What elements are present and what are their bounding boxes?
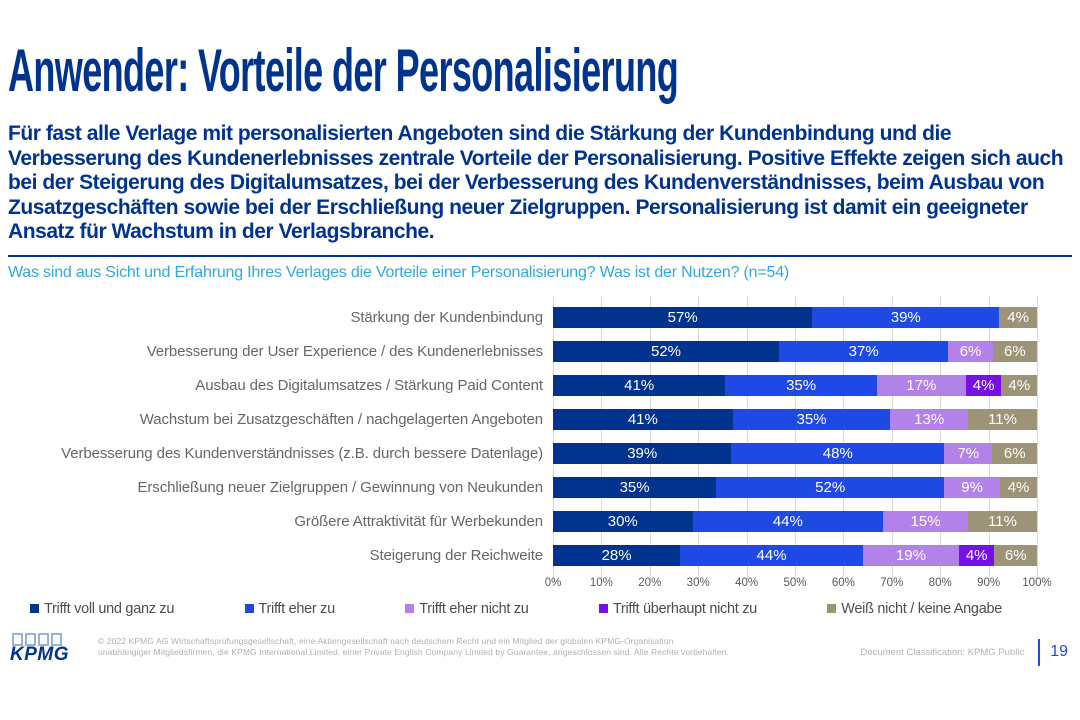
chart-row xyxy=(8,301,1037,335)
bar-segment xyxy=(553,375,725,396)
stacked-bar xyxy=(553,443,1037,464)
bar-segment-value: 35% xyxy=(796,411,827,428)
bar-segment xyxy=(716,477,944,498)
bar-segment xyxy=(959,545,995,566)
bar-segment xyxy=(725,375,877,396)
page-number: 19 xyxy=(1050,643,1068,660)
category-label: Verbesserung der User Experience / des Kundenerlebnisses xyxy=(146,343,543,360)
legend-swatch-icon xyxy=(599,604,608,613)
legend-label: Trifft eher zu xyxy=(258,600,335,617)
bar-segment xyxy=(779,341,948,362)
bar-segment xyxy=(553,409,733,430)
copyright-text xyxy=(98,633,729,659)
bar-segment-value: 35% xyxy=(786,377,817,394)
bar-segment xyxy=(812,307,999,328)
x-axis-tick: 40% xyxy=(735,576,759,589)
bar-segment-value: 11% xyxy=(988,513,1017,530)
bar-segment-value: 57% xyxy=(667,309,698,326)
chart-row xyxy=(8,505,1037,539)
x-axis-tick: 0% xyxy=(544,576,562,589)
gridline xyxy=(1037,296,1038,579)
bar-segment xyxy=(883,511,968,532)
category-label: Erschließung neuer Zielgruppen / Gewinnung von Neukunden xyxy=(137,479,543,496)
bar-segment-value: 4% xyxy=(1007,309,1029,326)
bar-segment-value: 7% xyxy=(957,445,980,462)
legend-label: Trifft eher nicht zu xyxy=(419,600,529,617)
bar-segment xyxy=(944,477,1000,498)
x-axis-tick: 80% xyxy=(928,576,952,589)
bar-segment xyxy=(999,307,1037,328)
bar-segment-value: 11% xyxy=(988,411,1017,428)
intro-text: Für fast alle Verlage mit personalisierten Angeboten sind die Stärkung der Kundenbindung und die Verbesserung des Kundenerlebnisses zentrale Vorteile der Personalisierung. Positive Effekte zeigen sich auch bei der Steigerung des Digitalumsatzes, bei der Verbesserung des Kundenverständnisses, beim Ausbau von Zusatzgeschäften sowie bei der Erschließung neuer Zielgruppen. Personalisierung ist damit ein geeigneter Ansatz für Wachstum in der Verlagsbranche. xyxy=(8,122,1064,243)
legend-item xyxy=(599,601,757,617)
bar-segment-value: 41% xyxy=(627,411,658,428)
category-label: Größere Attraktivität für Werbekunden xyxy=(294,513,543,530)
bar-segment-value: 48% xyxy=(822,445,853,462)
stacked-bar xyxy=(553,307,1037,328)
bar-segment-value: 39% xyxy=(890,309,921,326)
bar-segment-value: 35% xyxy=(619,479,650,496)
bar-segment-value: 19% xyxy=(895,547,926,564)
x-axis-tick: 60% xyxy=(831,576,855,589)
stacked-bar xyxy=(553,375,1037,396)
stacked-bar-chart xyxy=(8,301,1037,573)
chart-legend xyxy=(8,601,1072,617)
chart-rows xyxy=(8,301,1037,573)
bar-segment-value: 4% xyxy=(1008,377,1031,394)
bar-segment xyxy=(948,341,992,362)
category-label: Stärkung der Kundenbindung xyxy=(350,309,543,326)
bar-segment xyxy=(553,307,812,328)
page-number-divider xyxy=(1038,639,1040,666)
bar-segment xyxy=(863,545,959,566)
bar-segment xyxy=(968,409,1037,430)
bar-segment xyxy=(553,341,779,362)
bar-segment xyxy=(731,443,944,464)
bar-segment xyxy=(877,375,966,396)
copyright-line-2: unabhängiger Mitgliedsfirmen, die KPMG International Limited, einer Private English Company Limited by Guarantee, angeschlossen sind. Alle Rechte vorbehalten. xyxy=(98,647,729,657)
chart-row xyxy=(8,539,1037,573)
legend-swatch-icon xyxy=(405,604,414,613)
bar-segment-value: 52% xyxy=(815,479,846,496)
bar-segment-value: 4% xyxy=(1007,479,1030,496)
bar-segment-value: 6% xyxy=(1003,445,1026,462)
bar-segment xyxy=(733,409,891,430)
bar-segment xyxy=(993,341,1037,362)
bar-segment-value: 6% xyxy=(1004,547,1027,564)
x-axis xyxy=(544,576,1052,594)
bar-segment xyxy=(992,443,1037,464)
legend-item xyxy=(405,601,528,617)
chart-row xyxy=(8,471,1037,505)
bar-segment-value: 44% xyxy=(772,513,803,530)
bar-segment xyxy=(680,545,863,566)
bar-segment xyxy=(890,409,967,430)
kpmg-logo-text: KPMG xyxy=(10,643,69,665)
legend-item xyxy=(245,601,335,617)
chart-row xyxy=(8,369,1037,403)
x-axis-tick: 70% xyxy=(880,576,904,589)
bar-segment-value: 37% xyxy=(848,343,879,360)
chart-row xyxy=(8,403,1037,437)
document-classification: Document Classification: KPMG Public xyxy=(860,646,1025,658)
bar-segment-value: 52% xyxy=(650,343,681,360)
stacked-bar xyxy=(553,409,1037,430)
stacked-bar xyxy=(553,511,1037,532)
legend-label: Weiß nicht / keine Angabe xyxy=(841,600,1002,617)
stacked-bar xyxy=(553,545,1037,566)
bar-segment xyxy=(1000,477,1037,498)
kpmg-logo xyxy=(10,633,98,666)
bar-segment xyxy=(553,511,693,532)
bar-segment xyxy=(553,545,680,566)
bar-segment-value: 41% xyxy=(624,377,655,394)
page-title-text: Anwender: Vorteile der Personalisierung xyxy=(8,37,679,104)
divider-line xyxy=(8,255,1072,257)
category-label: Wachstum bei Zusatzgeschäften / nachgelagerten Angeboten xyxy=(139,411,543,428)
x-axis-tick: 30% xyxy=(686,576,710,589)
x-axis-tick: 100% xyxy=(1022,576,1052,589)
x-axis-tick: 10% xyxy=(589,576,613,589)
x-axis-tick: 20% xyxy=(638,576,662,589)
bar-segment-value: 15% xyxy=(910,513,941,530)
chart-row xyxy=(8,437,1037,471)
legend-label: Trifft voll und ganz zu xyxy=(44,600,175,617)
bar-segment-value: 4% xyxy=(972,377,995,394)
category-label: Steigerung der Reichweite xyxy=(369,547,543,564)
bar-segment-value: 44% xyxy=(756,547,787,564)
x-axis-tick: 90% xyxy=(977,576,1001,589)
slide xyxy=(0,36,1080,720)
bar-segment xyxy=(966,375,1002,396)
bar-segment-value: 30% xyxy=(607,513,638,530)
bar-segment xyxy=(693,511,884,532)
legend-swatch-icon xyxy=(30,604,39,613)
legend-swatch-icon xyxy=(245,604,254,613)
copyright-line-1: © 2022 KPMG AG Wirtschaftsprüfungsgesellschaft, eine Aktiengesellschaft nach deutschem Recht und ein Mitglied der globalen KPMG-Organisation xyxy=(98,635,674,646)
survey-question: Was sind aus Sicht und Erfahrung Ihres Verlages die Vorteile einer Personalisierung? Was ist der Nutzen? (n=54) xyxy=(8,263,790,281)
bar-segment xyxy=(1001,375,1037,396)
legend-item xyxy=(30,601,174,617)
legend-label: Trifft überhaupt nicht zu xyxy=(612,600,757,617)
bar-segment-value: 17% xyxy=(906,377,937,394)
bar-segment-value: 6% xyxy=(959,343,982,360)
stacked-bar xyxy=(553,341,1037,362)
bar-segment-value: 39% xyxy=(627,445,658,462)
bar-segment xyxy=(994,545,1037,566)
chart-row xyxy=(8,335,1037,369)
bar-segment-value: 4% xyxy=(965,547,988,564)
footer-right xyxy=(861,633,1068,666)
bar-segment xyxy=(968,511,1037,532)
bar-segment-value: 13% xyxy=(914,411,945,428)
page-title xyxy=(8,36,1072,112)
bar-segment xyxy=(553,443,731,464)
x-axis-tick: 50% xyxy=(783,576,807,589)
legend-swatch-icon xyxy=(827,604,836,613)
category-label: Ausbau des Digitalumsatzes / Stärkung Paid Content xyxy=(195,377,543,394)
bar-segment-value: 28% xyxy=(601,547,632,564)
bar-segment xyxy=(944,443,992,464)
category-label: Verbesserung des Kundenverständnisses (z.B. durch bessere Datenlage) xyxy=(61,445,543,462)
footer xyxy=(8,633,1072,666)
stacked-bar xyxy=(553,477,1037,498)
bar-segment-value: 9% xyxy=(961,479,983,496)
bar-segment xyxy=(553,477,716,498)
legend-item xyxy=(827,601,1002,617)
bar-segment-value: 6% xyxy=(1004,343,1026,360)
